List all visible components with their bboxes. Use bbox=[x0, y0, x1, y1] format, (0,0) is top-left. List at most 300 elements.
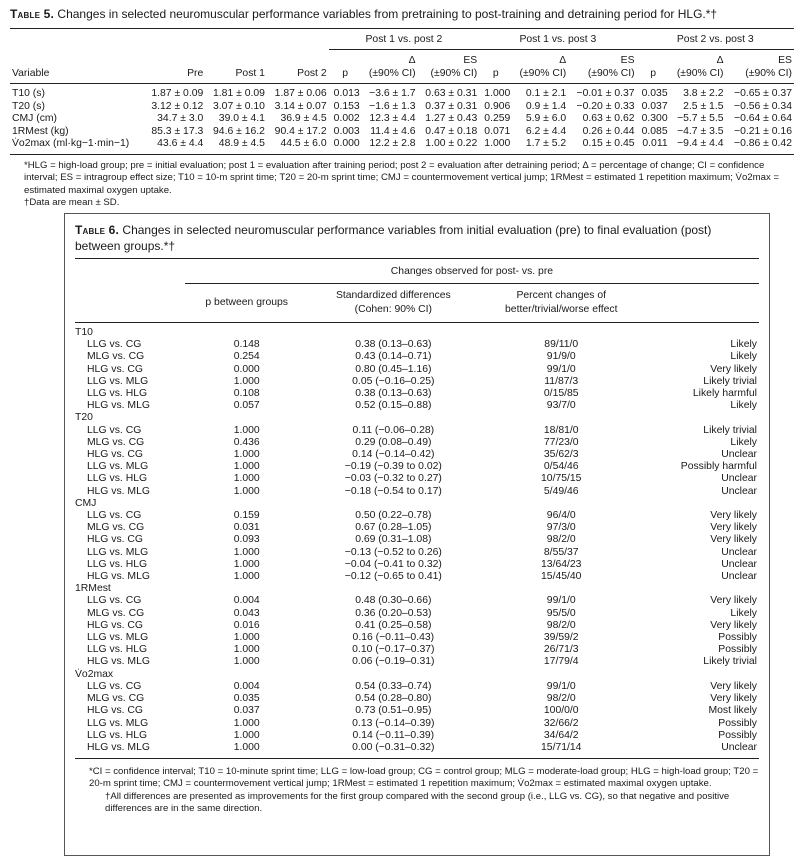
table5-cell: 1.000 bbox=[484, 88, 511, 99]
table-row bbox=[75, 510, 759, 522]
table5-cell: 0.300 bbox=[641, 113, 668, 125]
table6-cell: 95/5/0 bbox=[546, 607, 576, 619]
table-row bbox=[75, 681, 759, 693]
table5-cell: 1.81 ± 0.09 bbox=[213, 88, 265, 99]
table-row bbox=[75, 730, 759, 742]
table5-cell: 0.002 bbox=[333, 113, 360, 125]
table6-cell: 0.54 (0.33–0.74) bbox=[355, 680, 432, 692]
table5-cell: 0.035 bbox=[641, 88, 668, 99]
table6-cell: Likely bbox=[730, 400, 757, 412]
table6-cell: 1.000 bbox=[233, 449, 260, 461]
table6-cell: 0.06 (−0.19–0.31) bbox=[352, 656, 435, 668]
table5-cell: 3.12 ± 0.12 bbox=[151, 100, 204, 112]
table6-cell: 1.000 bbox=[233, 656, 260, 668]
table5-variable: CMJ (cm) bbox=[12, 113, 58, 125]
table6-comparison: LLG vs. CG bbox=[87, 424, 142, 436]
table6-cell: 100/0/0 bbox=[543, 705, 579, 717]
table6-cell: 0.48 (0.30–0.66) bbox=[355, 595, 432, 607]
table6-cell: 0.05 (−0.16–0.25) bbox=[352, 375, 435, 387]
table5-cell: −0.01 ± 0.37 bbox=[576, 88, 635, 99]
table6-cell: 1.000 bbox=[233, 632, 260, 644]
table-row bbox=[75, 608, 759, 620]
table6-cell: Very likely bbox=[710, 619, 757, 631]
table6-cell: 98/2/0 bbox=[546, 619, 576, 631]
table5-cell: 0.1 ± 2.1 bbox=[525, 88, 567, 99]
table6-comparison: LLG vs. HLG bbox=[87, 729, 148, 741]
table6-cell: 1.000 bbox=[233, 375, 260, 387]
table6-cell: Likely bbox=[730, 607, 757, 619]
table5-cell: 0.153 bbox=[333, 100, 360, 112]
table5-cell: 1.27 ± 0.43 bbox=[425, 113, 478, 125]
table6-cell: Possibly bbox=[718, 644, 757, 656]
table6-comparison: LLG vs. HLG bbox=[87, 473, 148, 485]
table6-cell: 99/1/0 bbox=[546, 595, 576, 607]
table5-cell: 0.37 ± 0.31 bbox=[425, 100, 478, 112]
table6-cell: 0.043 bbox=[233, 607, 260, 619]
table5-column-header: ES (±90% CI) bbox=[587, 55, 635, 79]
table6-column-header bbox=[75, 284, 185, 323]
table6-cell: Unclear bbox=[721, 449, 757, 461]
table6-cell: 0.69 (0.31–1.08) bbox=[355, 534, 432, 546]
table6-cell: 1.000 bbox=[233, 741, 260, 753]
table6-footnote-direction: †All differences are presented as improvements for the first group compared with the second group (i.e., LLG vs. CG), so that negative and positive differences are in the same direction. bbox=[105, 790, 730, 814]
table6-section-row bbox=[75, 498, 759, 510]
table6-cell: Most likely bbox=[708, 705, 757, 717]
table6-comparison: LLG vs. CG bbox=[87, 510, 142, 522]
table6-comparison: LLG vs. CG bbox=[87, 595, 142, 607]
table6-cell: 0.037 bbox=[233, 705, 260, 717]
table6-cell: 32/66/2 bbox=[543, 717, 579, 729]
table6-comparison: HLG vs. MLG bbox=[87, 400, 150, 412]
table5-column-header: Post 2 bbox=[297, 68, 327, 79]
table6-cell: 0.057 bbox=[233, 400, 260, 412]
table5-cell: 11.4 ± 4.6 bbox=[370, 125, 416, 137]
table5-cell: 6.2 ± 4.4 bbox=[525, 125, 567, 137]
table6-section-row bbox=[75, 412, 759, 424]
table-row bbox=[10, 113, 794, 126]
table5-cell: 1.00 ± 0.22 bbox=[425, 138, 478, 150]
table-row bbox=[75, 705, 759, 717]
table6-cell: 0.000 bbox=[233, 363, 260, 375]
table6-cell: Likely bbox=[730, 339, 757, 351]
table6-cell: Very likely bbox=[710, 522, 757, 534]
table6-cell: Unclear bbox=[721, 558, 757, 570]
table6-cell: 0.159 bbox=[233, 510, 260, 522]
table6-section-label: 1RMest bbox=[75, 583, 111, 595]
table6-column-header: p between groups bbox=[205, 297, 288, 308]
table6-comparison: LLG vs. HLG bbox=[87, 388, 148, 400]
table5-cell: 0.013 bbox=[333, 88, 360, 99]
table5-column-header: ES (±90% CI) bbox=[745, 55, 792, 79]
table6-cell: Likely bbox=[730, 351, 757, 363]
table6-cell: Very likely bbox=[710, 680, 757, 692]
table6-cell: 1.000 bbox=[233, 546, 260, 558]
table6-cell: 93/7/0 bbox=[546, 400, 576, 412]
table6-cell: 39/59/2 bbox=[543, 632, 579, 644]
table5-cell: 85.3 ± 17.3 bbox=[151, 125, 204, 137]
table6-cell: −0.18 (−0.54 to 0.17) bbox=[344, 485, 442, 497]
table6-cell: Very likely bbox=[710, 693, 757, 705]
table6-cell: 5/49/46 bbox=[543, 485, 579, 497]
table5-cell: 34.7 ± 3.0 bbox=[157, 113, 204, 125]
table5-cell: −0.86 ± 0.42 bbox=[734, 138, 792, 150]
table5-cell: −3.6 ± 1.7 bbox=[369, 88, 416, 99]
table5-cell: 0.037 bbox=[641, 100, 668, 112]
table5-cell: −0.56 ± 0.34 bbox=[734, 100, 792, 112]
table6-cell: Possibly harmful bbox=[680, 461, 757, 473]
table6-cell: Unclear bbox=[721, 546, 757, 558]
table6-cell: Possibly bbox=[718, 632, 757, 644]
table5-variable: 1RMest (kg) bbox=[12, 125, 69, 137]
table5-cell: −0.64 ± 0.64 bbox=[734, 113, 792, 125]
table6-cell: 1.000 bbox=[233, 461, 260, 473]
table5-variable: T10 (s) bbox=[12, 88, 45, 99]
table6-caption bbox=[75, 222, 759, 254]
table5-cell: 12.2 ± 2.8 bbox=[369, 138, 416, 150]
table6-column-header: Standardized differences (Cohen: 90% CI) bbox=[335, 290, 451, 315]
table5-footnote-data: †Data are mean ± SD. bbox=[24, 197, 120, 209]
table6-cell: 0.004 bbox=[233, 595, 260, 607]
table6-cell: Possibly bbox=[718, 729, 757, 741]
table-row bbox=[10, 126, 794, 139]
table6-cell: 0.29 (0.08–0.49) bbox=[355, 436, 432, 448]
table6-comparison: LLG vs. MLG bbox=[87, 632, 149, 644]
table6-cell: Very likely bbox=[710, 510, 757, 522]
table6-cell: 0.13 (−0.14–0.39) bbox=[352, 717, 435, 729]
table-row bbox=[75, 644, 759, 656]
table-row bbox=[75, 595, 759, 607]
table6-comparison: HLG vs. CG bbox=[87, 619, 144, 631]
table5 bbox=[10, 28, 794, 155]
table5-cell: −0.65 ± 0.37 bbox=[734, 88, 792, 99]
table6-cell: −0.12 (−0.65 to 0.41) bbox=[344, 571, 442, 583]
table5-cell: 0.000 bbox=[333, 138, 360, 150]
table6-comparison: MLG vs. CG bbox=[87, 351, 145, 363]
table5-cell: 0.26 ± 0.44 bbox=[582, 125, 635, 137]
table5-cell: −0.21 ± 0.16 bbox=[734, 125, 792, 137]
table5-column-header: Δ (±90% CI) bbox=[368, 55, 416, 79]
table6-block bbox=[64, 213, 770, 856]
table5-variable: V̇o2max (ml·kg−1·min−1) bbox=[12, 138, 130, 150]
table6-cell: 91/9/0 bbox=[546, 351, 576, 363]
table6-cell: 0.38 (0.13–0.63) bbox=[355, 388, 432, 400]
table-row bbox=[10, 84, 794, 101]
table6-cell: 0.11 (−0.06–0.28) bbox=[352, 424, 435, 436]
table-row bbox=[75, 473, 759, 485]
table5-footnote-abbreviations: *HLG = high-load group; pre = initial evaluation; post 1 = evaluation after training period; post 2 = evaluation after detraining period; Δ = percentage of change; CI = confidence interval; ES = intragroup effect size; T10 = 10-m sprint time; T20 = 20-m sprint time; CMJ = countermovement vertical jump; 1RMest = estimated 1 repetition maximum; V̇o2max = estimated maximal oxygen uptake. bbox=[24, 159, 780, 196]
table6-cell: 0.73 (0.51–0.95) bbox=[355, 705, 432, 717]
table5-body bbox=[10, 84, 794, 155]
table6-cell: Likely trivial bbox=[703, 375, 757, 387]
table6-cell: 0.093 bbox=[233, 534, 260, 546]
table6-cell: 0.52 (0.15–0.88) bbox=[355, 400, 432, 412]
table6-cell: Possibly bbox=[718, 717, 757, 729]
table6-cell: 1.000 bbox=[233, 571, 260, 583]
table5-cell: −5.7 ± 5.5 bbox=[677, 113, 724, 125]
table-row bbox=[75, 461, 759, 473]
table6-cell: Very likely bbox=[710, 534, 757, 546]
table-row bbox=[75, 718, 759, 730]
table6-cell: 10/75/15 bbox=[541, 473, 582, 485]
table5-cell: −4.7 ± 3.5 bbox=[677, 125, 724, 137]
table5-caption-text: Changes in selected neuromuscular performance variables from pretraining to post-training and detraining period for HLG.*† bbox=[57, 7, 718, 21]
table6-cell: 35/62/3 bbox=[543, 449, 579, 461]
table6-cell: Very likely bbox=[710, 595, 757, 607]
table6-comparison: LLG vs. MLG bbox=[87, 461, 149, 473]
table-row bbox=[10, 101, 794, 114]
table5-cell: 44.5 ± 6.0 bbox=[280, 138, 327, 150]
table6-comparison: HLG vs. CG bbox=[87, 363, 144, 375]
table6-cell: 96/4/0 bbox=[546, 510, 576, 522]
table6-comparison: HLG vs. MLG bbox=[87, 656, 150, 668]
table6-section-label: T20 bbox=[75, 412, 93, 424]
table5-footnotes bbox=[10, 160, 794, 210]
table5-variable: T20 (s) bbox=[12, 100, 45, 112]
table-row bbox=[75, 449, 759, 461]
table6-cell: 0/15/85 bbox=[543, 388, 579, 400]
table5-column-header: p bbox=[492, 68, 499, 79]
table6-comparison: LLG vs. HLG bbox=[87, 644, 148, 656]
table5-cell: 0.906 bbox=[484, 100, 511, 112]
table6-comparison: HLG vs. CG bbox=[87, 534, 144, 546]
table5-cell: 39.0 ± 4.1 bbox=[218, 113, 265, 125]
table6-footnote-abbreviations: *CI = confidence interval; T10 = 10-minute sprint time; LLG = low-load group; CG = control group; MLG = moderate-load group; HLG = high-load group; T20 = 20-m sprint time; CMJ = countermovement vertical jump; 1RMest = estimated 1 repetition maximum; V̇o2max = estimated maximal oxygen uptake. bbox=[89, 766, 759, 790]
table5-cell: 3.14 ± 0.07 bbox=[274, 100, 327, 112]
table6-cell: 0.16 (−0.11–0.43) bbox=[352, 632, 435, 644]
table5-cell: 1.7 ± 5.2 bbox=[525, 138, 567, 150]
table6-cell: Likely trivial bbox=[703, 424, 757, 436]
table6-group-header-row bbox=[75, 259, 759, 284]
table6-cell: 0.108 bbox=[233, 388, 260, 400]
table6-cell: Likely bbox=[730, 436, 757, 448]
table6-cell: 0.035 bbox=[233, 693, 260, 705]
table6-cell: 18/81/0 bbox=[543, 424, 579, 436]
table6-comparison: LLG vs. MLG bbox=[87, 717, 149, 729]
table5-cell: 94.6 ± 16.2 bbox=[213, 125, 265, 137]
table6-cell: 99/1/0 bbox=[546, 363, 576, 375]
table6-comparison: LLG vs. HLG bbox=[87, 558, 148, 570]
table-row bbox=[75, 486, 759, 498]
table6-cell: 1.000 bbox=[233, 558, 260, 570]
table-row bbox=[75, 376, 759, 388]
table6-label: Table 6. bbox=[75, 223, 120, 237]
table5-cell: 0.011 bbox=[642, 138, 668, 150]
table5-cell: −0.20 ± 0.33 bbox=[576, 100, 635, 112]
table6-comparison: MLG vs. CG bbox=[87, 693, 145, 705]
table5-cell: 0.003 bbox=[333, 125, 360, 137]
table6-comparison: LLG vs. MLG bbox=[87, 546, 149, 558]
table6-cell: 77/23/0 bbox=[543, 436, 579, 448]
table5-cell: 0.085 bbox=[641, 125, 668, 137]
table5-block bbox=[10, 6, 794, 210]
table5-cell: 0.071 bbox=[484, 125, 511, 137]
table6-cell: 0.004 bbox=[233, 680, 260, 692]
table5-column-header: ES (±90% CI) bbox=[430, 55, 478, 79]
table5-cell: −1.6 ± 1.3 bbox=[369, 100, 416, 112]
table6-cell: −0.04 (−0.41 to 0.32) bbox=[344, 558, 442, 570]
table6-column-header bbox=[644, 284, 759, 323]
table6-cell: 0.50 (0.22–0.78) bbox=[355, 510, 432, 522]
table6-comparison: LLG vs. CG bbox=[87, 680, 142, 692]
table6-cell: Unclear bbox=[721, 741, 757, 753]
table6-cell: 15/45/40 bbox=[541, 571, 582, 583]
table6-cell: 0.38 (0.13–0.63) bbox=[355, 339, 432, 351]
table6-comparison: HLG vs. CG bbox=[87, 449, 144, 461]
table-row bbox=[75, 339, 759, 351]
table5-cell: 5.9 ± 6.0 bbox=[525, 113, 567, 125]
table6-cell: 17/79/4 bbox=[543, 656, 579, 668]
table6-cell: 1.000 bbox=[233, 485, 260, 497]
table5-cell: 3.07 ± 0.10 bbox=[213, 100, 265, 112]
table5-cell: 1.000 bbox=[484, 138, 511, 150]
table-row bbox=[75, 693, 759, 705]
table-row bbox=[75, 620, 759, 632]
table-row bbox=[75, 425, 759, 437]
table6-cell: 97/3/0 bbox=[546, 522, 576, 534]
table5-group-header-row bbox=[10, 29, 794, 50]
table5-column-header: p bbox=[342, 68, 349, 79]
table5-cell: 3.8 ± 2.2 bbox=[683, 88, 724, 99]
table6-cell: 1.000 bbox=[233, 644, 260, 656]
table-row bbox=[75, 364, 759, 376]
table6-cell: 0.148 bbox=[233, 339, 260, 351]
table6-cell: 0.031 bbox=[233, 522, 260, 534]
table6-cell: 0.36 (0.20–0.53) bbox=[355, 607, 432, 619]
table6-caption-text: Changes in selected neuromuscular performance variables from initial evaluation (pre) to final evaluation (post) between groups.*† bbox=[75, 223, 712, 253]
table6-cell: −0.13 (−0.52 to 0.26) bbox=[344, 546, 442, 558]
table-row bbox=[75, 742, 759, 759]
table6-comparison: LLG vs. MLG bbox=[87, 375, 149, 387]
table6-cell: 0.67 (0.28–1.05) bbox=[355, 522, 432, 534]
table6-comparison: MLG vs. CG bbox=[87, 607, 145, 619]
table6-cell: 98/2/0 bbox=[546, 693, 576, 705]
table6-cell: Likely harmful bbox=[692, 388, 757, 400]
table-row bbox=[75, 571, 759, 583]
table6-comparison: HLG vs. CG bbox=[87, 705, 144, 717]
table6-group-header: Changes observed for post- vs. pre bbox=[185, 259, 759, 284]
table6-section-row bbox=[75, 583, 759, 595]
table6-cell: 0.10 (−0.17–0.37) bbox=[352, 644, 435, 656]
table5-cell: 0.47 ± 0.18 bbox=[425, 125, 478, 137]
table6-cell: 99/1/0 bbox=[546, 680, 576, 692]
table6-comparison: MLG vs. CG bbox=[87, 522, 145, 534]
table6-cell: 26/71/3 bbox=[543, 644, 579, 656]
table5-column-header: Post 1 bbox=[235, 68, 265, 79]
table6-cell: 98/2/0 bbox=[546, 534, 576, 546]
table6-cell: 11/87/3 bbox=[544, 375, 579, 387]
table6-cell: 1.000 bbox=[233, 473, 260, 485]
table6-comparison: HLG vs. MLG bbox=[87, 741, 150, 753]
table6-body bbox=[75, 323, 759, 759]
table6-cell: 0.54 (0.28–0.80) bbox=[355, 693, 432, 705]
table6-cell: 1.000 bbox=[233, 717, 260, 729]
table6-cell: 0/54/46 bbox=[543, 461, 579, 473]
table5-group-header: Post 1 vs. post 2 bbox=[329, 29, 480, 50]
table6-cell: −0.19 (−0.39 to 0.02) bbox=[344, 461, 442, 473]
table6-column-header-row bbox=[75, 284, 759, 323]
table-row bbox=[75, 351, 759, 363]
table6-comparison: HLG vs. MLG bbox=[87, 571, 150, 583]
table5-column-header: Pre bbox=[187, 68, 204, 79]
table5-column-header: Δ (±90% CI) bbox=[676, 55, 724, 79]
table6-section-label: CMJ bbox=[75, 497, 97, 509]
table5-column-header: p bbox=[650, 68, 656, 79]
table6-cell: 0.43 (0.14–0.71) bbox=[355, 351, 432, 363]
table6-cell: 0.14 (−0.11–0.39) bbox=[352, 729, 435, 741]
table-row bbox=[75, 388, 759, 400]
table5-cell: 48.9 ± 4.5 bbox=[218, 138, 265, 150]
table6-footnotes bbox=[75, 766, 759, 815]
table5-cell: −9.4 ± 4.4 bbox=[677, 138, 724, 150]
table5-cell: 0.9 ± 1.4 bbox=[525, 100, 567, 112]
table6-cell: 0.016 bbox=[233, 619, 260, 631]
table6-cell: 0.14 (−0.14–0.42) bbox=[352, 449, 435, 461]
table-row bbox=[75, 400, 759, 412]
table6-comparison: LLG vs. CG bbox=[87, 339, 142, 351]
table5-column-header-row bbox=[10, 50, 794, 84]
table-row bbox=[75, 656, 759, 668]
table6 bbox=[75, 258, 759, 759]
table5-cell: 2.5 ± 1.5 bbox=[683, 100, 724, 112]
table6-cell: Unclear bbox=[721, 571, 757, 583]
table6-cell: 34/64/2 bbox=[543, 729, 579, 741]
table6-cell: 0.80 (0.45–1.16) bbox=[355, 363, 432, 375]
table6-cell: 1.000 bbox=[233, 729, 260, 741]
table6-cell: Very likely bbox=[710, 363, 757, 375]
table5-cell: 90.4 ± 17.2 bbox=[274, 125, 327, 137]
table5-column-header: Δ (±90% CI) bbox=[519, 55, 567, 79]
table6-cell: Unclear bbox=[721, 473, 757, 485]
table6-cell: Unclear bbox=[721, 485, 757, 497]
table-row bbox=[75, 547, 759, 559]
table5-cell: 0.63 ± 0.62 bbox=[582, 113, 635, 125]
table-row bbox=[75, 632, 759, 644]
table-row bbox=[75, 534, 759, 546]
table6-cell: 15/71/14 bbox=[541, 741, 582, 753]
table6-comparison: MLG vs. CG bbox=[87, 436, 145, 448]
table6-cell: 8/55/37 bbox=[543, 546, 579, 558]
table6-section-row bbox=[75, 669, 759, 681]
table-row bbox=[75, 437, 759, 449]
table5-caption bbox=[10, 6, 794, 22]
table-row bbox=[75, 522, 759, 534]
table5-label: Table 5. bbox=[10, 7, 55, 21]
table6-cell: 1.000 bbox=[233, 424, 260, 436]
table5-cell: 0.15 ± 0.45 bbox=[582, 138, 635, 150]
table6-column-header: Percent changes of better/trivial/worse effect bbox=[505, 290, 618, 315]
table5-column-header: Variable bbox=[12, 68, 50, 79]
table5-group-header: Post 2 vs. post 3 bbox=[637, 29, 794, 50]
table6-cell: 0.00 (−0.31–0.32) bbox=[352, 741, 435, 753]
table6-cell: 89/11/0 bbox=[544, 339, 579, 351]
table6-comparison: HLG vs. MLG bbox=[87, 485, 150, 497]
table5-cell: 1.87 ± 0.06 bbox=[274, 88, 327, 99]
table6-cell: 13/64/23 bbox=[541, 558, 582, 570]
table6-section-row bbox=[75, 323, 759, 340]
table6-section-label: V̇o2max bbox=[75, 668, 114, 680]
table5-cell: 36.9 ± 4.5 bbox=[280, 113, 327, 125]
table5-cell: 12.3 ± 4.4 bbox=[369, 113, 416, 125]
table6-cell: 0.254 bbox=[233, 351, 260, 363]
table6-cell: −0.03 (−0.32 to 0.27) bbox=[344, 473, 442, 485]
table5-cell: 43.6 ± 4.4 bbox=[157, 138, 204, 150]
table5-group-header: Post 1 vs. post 3 bbox=[479, 29, 636, 50]
table6-section-label: T10 bbox=[75, 327, 93, 338]
table5-cell: 0.63 ± 0.31 bbox=[425, 88, 478, 99]
table6-cell: 0.436 bbox=[233, 436, 260, 448]
table5-cell: 0.259 bbox=[484, 113, 511, 125]
table-row bbox=[10, 138, 794, 154]
